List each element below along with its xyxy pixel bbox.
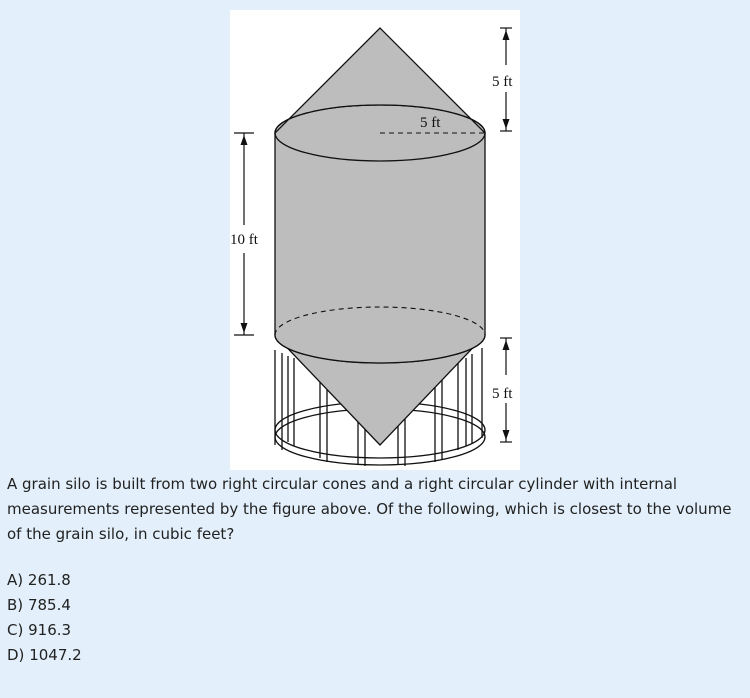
choice-letter: D) xyxy=(7,646,25,664)
bottom-cone-height-label: 5 ft xyxy=(492,386,513,402)
choice-letter: A) xyxy=(7,571,24,589)
choice-value: 916.3 xyxy=(28,621,72,639)
cylinder xyxy=(275,105,485,363)
silo-figure xyxy=(230,10,520,470)
choice-value: 785.4 xyxy=(27,596,71,614)
radius-label: 5 ft xyxy=(420,115,441,131)
choice-b[interactable] xyxy=(7,593,82,618)
cylinder-height-label: 10 ft xyxy=(230,232,258,248)
answer-choices xyxy=(7,568,82,668)
choice-letter: B) xyxy=(7,596,24,614)
choice-value: 1047.2 xyxy=(29,646,82,664)
choice-letter: C) xyxy=(7,621,24,639)
choice-d[interactable] xyxy=(7,643,82,668)
choice-a[interactable] xyxy=(7,568,82,593)
choice-c[interactable] xyxy=(7,618,82,643)
choice-value: 261.8 xyxy=(27,571,71,589)
question-text: A grain silo is built from two right circular cones and a right circular cylinder with internal measurements represented by the figure above. Of the following, which is closest to the volume of the grain silo, in cubic feet? xyxy=(7,475,732,543)
top-cone-height-label: 5 ft xyxy=(492,74,513,90)
silo-diagram xyxy=(230,10,520,470)
